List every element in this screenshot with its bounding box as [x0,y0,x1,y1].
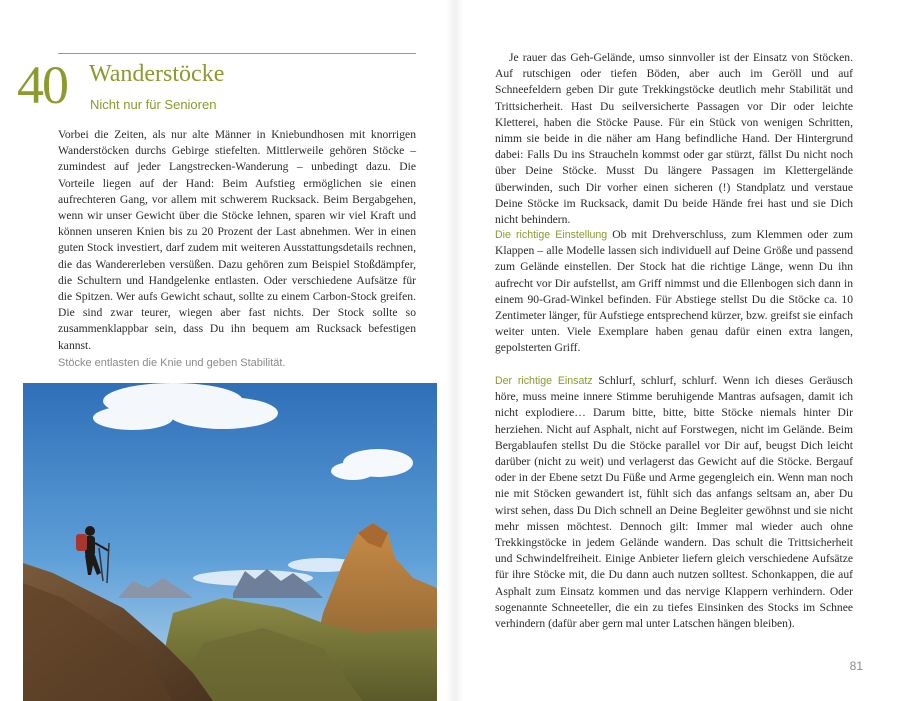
chapter-subtitle: Nicht nur für Senioren [90,97,217,112]
intro-text-block [58,127,416,354]
section-usage [495,373,853,632]
chapter-title: Wanderstöcke [89,61,225,87]
chapter-number: 40 [17,55,67,115]
section-settings-heading: Die richtige Einstellung [495,229,608,241]
intro-paragraph: Vorbei die Zeiten, als nur alte Männer in Kniebundhosen mit knorrigen Wanderstöcken durchs Gebirge stiefelten. Mittlerweile gehören Stöcke – zumindest auf jeder Langstrecken-Wanderung – unbedingt dazu. Die Vorteile liegen auf der Hand: Beim Aufstieg ermöglichen sie einen aufrechteren Gang, vor allem mit schwerem Rucksack. Beim Bergabgehen, wenn wir unser Gewicht über die Stöcke lehnen, sparen wir viel Kraft und können unseren Knien bis zu 20 Prozent der Last abnehmen. Wer in einen guten Stock investiert, darf zudem mit weiteren Ausstattungsdetails rechnen, die das Wandererleben versüßen. Dazu gehören zum Beispiel Stoßdämpfer, die Schultern und Handgelenke entlasten. Oder verschiedene Aufsätze für die Spitzen. Wer aufs Gewicht schaut, sollte zu einem Carbon-Stock greifen. Die sind zwar teurer, wiegen aber fast nichts. Der Stock sollte so zusammenklappbar sein, dass Du ihn bequem am Rucksack befestigen kannst. [58,128,416,352]
section-settings-text: Ob mit Drehverschluss, zum Klemmen oder zum Klappen – alle Modelle lassen sich individuell auf Deine Größe und passend zum Gelände einstellen. Der Stock hat die richtige Länge, wenn Du ihn aufrecht vor Dir aufstellst, am Griff nimmst und die Ellenbogen sich dann in einem 90-Grad-Winkel befinden. Für Abstiege stellst Du die Stöcke ca. 10 Zentimeter länger, für Aufstiege entsprechend kürzer, bzw. greifst sie einfach weiter unten. Viele Exemplare haben genau dafür einen extra langen, gepolsterten Griff. [495,228,853,355]
hiker-mountain-photo [23,383,437,701]
right-page [455,0,910,701]
section-settings-paragraph [495,227,853,357]
page-number: 81 [849,659,863,673]
header-rule [58,53,416,54]
photo-caption: Stöcke entlasten die Knie und geben Stabilität. [58,357,286,369]
section-usage-text: Schlurf, schlurf, schlurf. Wenn ich dieses Geräusch höre, muss meine innere Stimme beruhigende Mantras aufsagen, damit ich nicht explodiere… Darum bitte, bitte, bitte Stöcke niemals hinter Dir herziehen. Nicht auf Asphalt, nicht auf Forstwegen, nicht im Gelände. Beim Bergablaufen stellst Du die Stöcke parallel vor Dir auf, beugst Dich leicht darüber (nicht zu weit) und verlagerst das Gewicht auf die Stöcke. Bergauf oder in der Ebene setzt Du Füße und Arme gegengleich ein. Wenn man noch nie mit Stöcken gewandert ist, fühlt sich das anfangs seltsam an, aber Du wirst sehen, dass Du Dich schnell an Deine Begleiter gewöhnst und sie nicht mehr missen möchtest. Dennoch gilt: Immer mal wieder auch ohne Trekkingstöcke in jedem Gelände wandern. Das schult die Trittsicherheit und Schwindelfreiheit. Einige Anbieter liefern gleich verschiedene Aufsätze für ihre Stöcke mit, die Du dann auch nutzen solltest. Schonkappen, die auf Asphalt zum Einsatz kommen und das nervige Klappern verhindern. Oder sogenannte Schneeteller, die ein zu tiefes Einsinken des Stocks im Schnee verhindern (dafür aber gern mal unter Latschen hängen bleiben). [495,374,853,631]
section-usage-paragraph [495,373,853,632]
paragraph-terrain [495,50,853,228]
section-settings [495,227,853,357]
paragraph-terrain-text: Je rauer das Geh-Gelände, umso sinnvoller ist der Einsatz von Stöcken. Auf rutschigen oder tiefen Böden, aber auch im Geröll und auf Schneefeldern geben Dir gute Trekkingstöcke deutlich mehr Stabilität und Trittsicherheit. Hast Du seilversicherte Passagen vor Dir oder leichte Kletterei, haben die Stöcke Pause. Für ein Stück von wenigen Schritten, nimm sie beide in die näher am Hang befindliche Hand. Der Hintergrund dabei: Falls Du ins Straucheln kommst oder gar stürzt, fällst Du nicht noch über Deine Stöcke. Musst Du längere Passagen im Klettergelände überwinden, such Dir vorher einen sicheren (!) Standplatz und verstaue Deine Stöcke im Rucksack, damit Du beide Hände frei hast und sie Dich nicht behindern. [495,51,853,227]
section-usage-heading: Der richtige Einsatz [495,375,593,387]
